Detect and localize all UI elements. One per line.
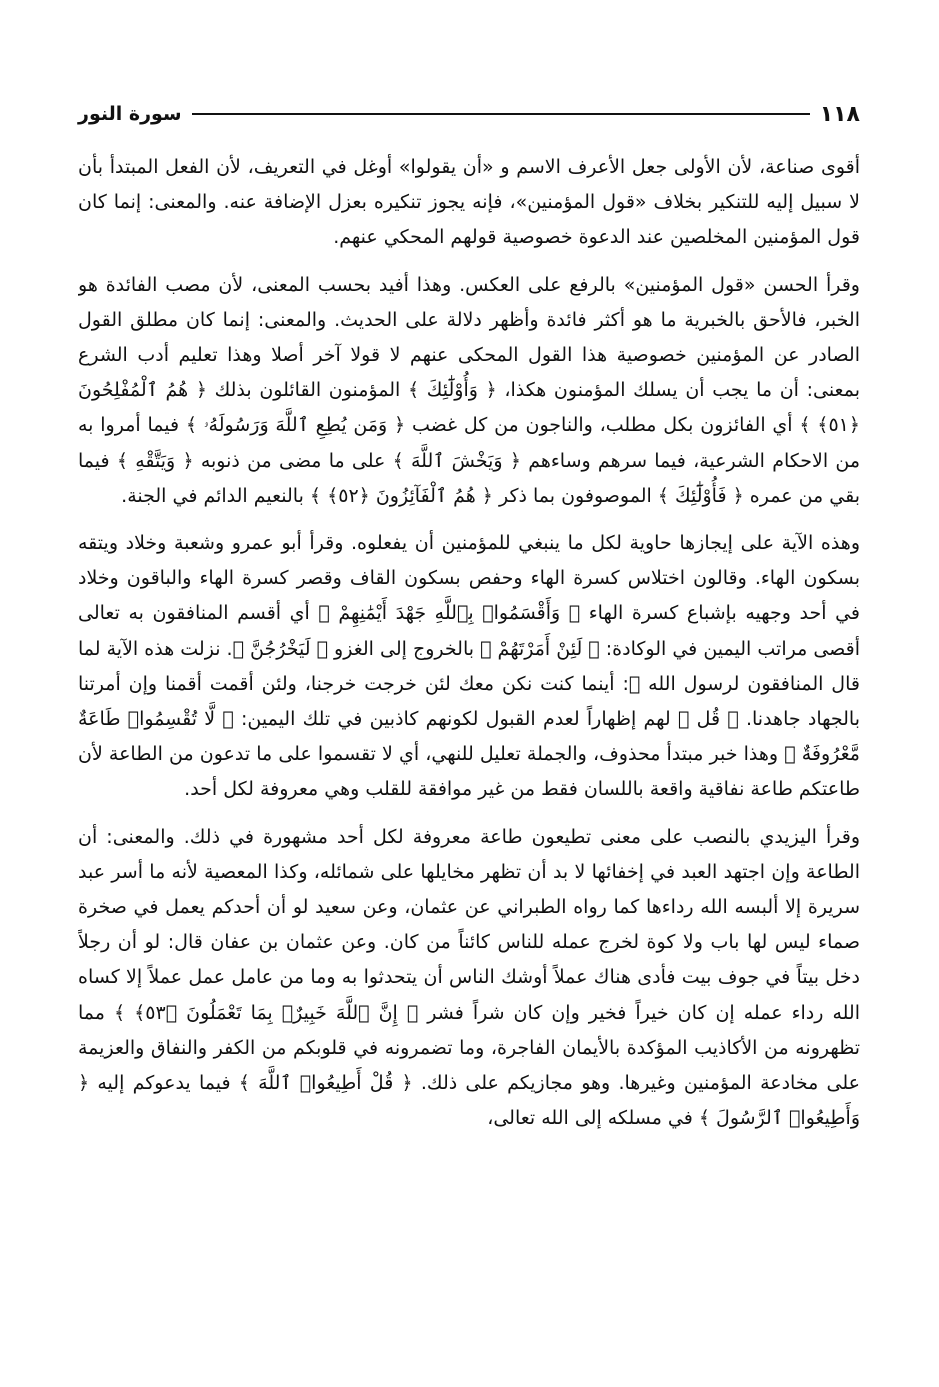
- surah-title: سورة النور: [78, 103, 182, 125]
- body-text: [78, 150, 860, 1360]
- page-number: ١١٨: [819, 101, 860, 127]
- page-header: [78, 96, 860, 132]
- paragraph: أقوى صناعة، لأن الأولى جعل الأعرف الاسم و «أن يقولوا» أوغل في التعريف، لأن الفعل المبتدأ بأن لا سبيل إليه للتنكير بخلاف «قول المؤمنين»، فإنه يجوز تنكيره بعزل الإضافة عنه. والمعنى: إنما كان قول المؤمنين المخلصين عند الدعوة خصوصية قولهم المحكي عنهم.: [78, 156, 860, 249]
- paragraph: وقرأ اليزيدي بالنصب على معنى تطيعون طاعة معروفة لكل أحد مشهورة في ذلك. والمعنى: أن الطاعة وإن اجتهد العبد في إخفائها لا بد أن تظهر مخايلها على شمائله، وكذا المعصية لأنه ما أسر عبد سريرة إلا ألبسه الله رداءها كما رواه الطبراني عن عثمان، وعن سعيد لو أن أحدكم يعمل في صخرة صماء ليس لها باب ولا كوة لخرج عمله للناس كائناً من كان. وعن عثمان بن عفان قال: لو أن رجلاً دخل بيتاً في جوف بيت فأدى هناك عملاً أوشك الناس أن يتحدثوا به وما من عامل عمل عملاً إلا كساه الله رداء عمله إن كان خيراً فخير وإن كان شراً فشر ﴿ إِنَّ ٱللَّهَ خَبِيرٌۢ بِمَا تَعْمَلُونَ ﴿٥٣﴾ ﴾ مما تظهرونه من الأكاذيب المؤكدة بالأيمان الفاجرة، وما تضمرونه في قلوبكم من الكفر والنفاق والعزيمة على مخادعة المؤمنين وغيرها. وهو مجازيكم على ذلك. ﴿ قُلْ أَطِيعُوا۟ ٱللَّهَ ﴾ فيما يدعوكم إليه ﴿ وَأَطِيعُوا۟ ٱلرَّسُولَ ﴾ في مسلكه إلى الله تعالى،: [78, 825, 860, 1130]
- header-rule: [192, 113, 810, 115]
- paragraph: وهذه الآية على إيجازها حاوية لكل ما ينبغي للمؤمنين أن يفعلوه. وقرأ أبو عمرو وشعبة وخلاد ويتقه بسكون الهاء. وقالون اختلاس كسرة الهاء وحفص بسكون القاف وقصر كسرة الهاء والباقون وخلاد في أحد وجهيه بإشباع كسرة الهاء ﴿ وَأَقْسَمُوا۟ بِٱللَّهِ جَهْدَ أَيْمَٰنِهِمْ ﴾ أي أقسم المنافقون به تعالى أقصى مراتب اليمين في الوكادة: ﴿ لَئِنْ أَمَرْتَهُمْ ﴾ بالخروج إلى الغزو ﴿ لَيَخْرُجُنَّ ﴾. نزلت هذه الآية لما قال المنافقون لرسول الله ﷺ: أينما كنت نكن معك لئن خرجت خرجنا، ولئن أقمت أقمنا وإن أمرتنا بالجهاد جاهدنا. ﴿ قُل ﴾ لهم إظهاراً لعدم القبول لكونهم كاذبين في تلك اليمين: ﴿ لَّا تُقْسِمُوا۟ طَاعَةٌ مَّعْرُوفَةٌ ﴾ وهذا خبر مبتدأ محذوف، والجملة تعليل للنهي، أي لا تقسموا على ما تدعون من الطاعة لأن طاعتكم طاعة نفاقية واقعة باللسان فقط من غير موافقة للقلب وهي معروفة لكل أحد.: [78, 532, 860, 801]
- paragraph: وقرأ الحسن «قول المؤمنين» بالرفع على العكس. وهذا أفيد بحسب المعنى، لأن مصب الفائدة هو الخبر، فالأحق بالخبرية ما هو أكثر فائدة وأظهر دلالة على الحديث. والمعنى: إنما كان مطلق القول الصادر عن المؤمنين خصوصية هذا القول المحكى عنهم لا قولا آخر أصلا وهذا تعليم أدب الشرع بمعنى: أن ما يجب أن يسلك المؤمنون هكذا، ﴿ وَأُوْلَٰٓئِكَ ﴾ المؤمنون القائلون بذلك ﴿ هُمُ ٱلْمُفْلِحُونَ ﴿٥١﴾ ﴾ أي الفائزون بكل مطلب، والناجون من كل غضب ﴿ وَمَن يُطِعِ ٱللَّهَ وَرَسُولَهُۥ ﴾ فيما أمروا به من الاحكام الشرعية، فيما سرهم وساءهم ﴿ وَيَخْشَ ٱللَّهَ ﴾ على ما مضى من ذنوبه ﴿ وَيَتَّقْهِ ﴾ فيما بقي من عمره ﴿ فَأُوْلَٰٓئِكَ ﴾ الموصوفون بما ذكر ﴿ هُمُ ٱلْفَآئِزُونَ ﴿٥٢﴾ ﴾ بالنعيم الدائم في الجنة.: [78, 273, 860, 507]
